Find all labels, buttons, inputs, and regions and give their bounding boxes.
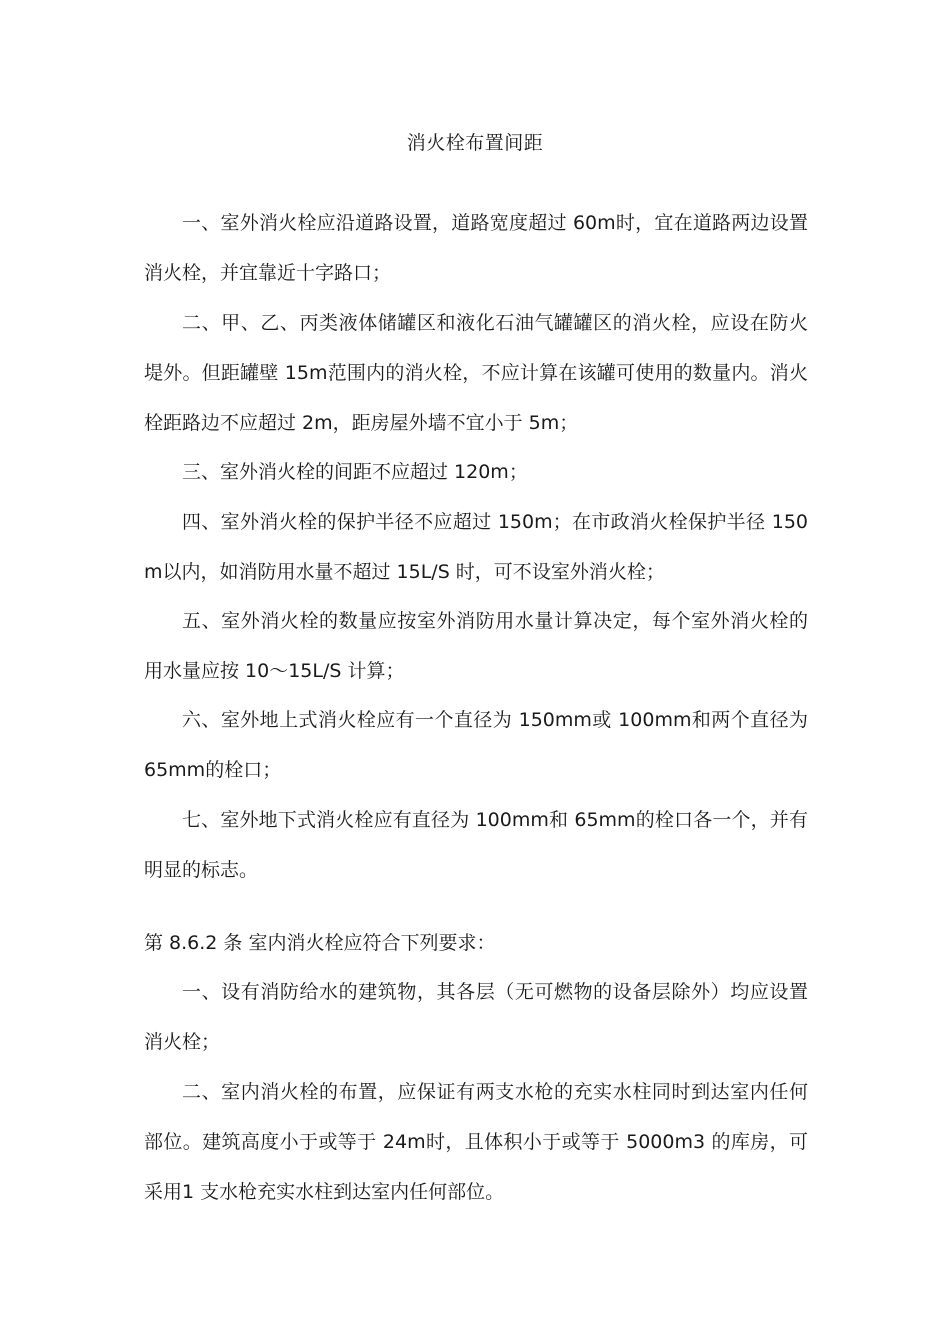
- outdoor-item-4: 四、室外消火栓的保护半径不应超过 150m；在市政消火栓保护半径 150m以内，如消防用水量不超过 15L/S 时，可不设室外消火栓；: [144, 511, 808, 583]
- outdoor-item-6: 六、室外地上式消火栓应有一个直径为 150mm或 100mm和两个直径为65mm的栓口；: [144, 709, 808, 781]
- outdoor-item-1: 一、室外消火栓应沿道路设置，道路宽度超过 60m时，宜在道路两边设置消火栓，并宜靠近十字路口；: [144, 212, 808, 284]
- indoor-item-1: 一、设有消防给水的建筑物，其各层（无可燃物的设备层除外）均应设置消火栓；: [144, 981, 808, 1053]
- outdoor-item-7: 七、室外地下式消火栓应有直径为 100mm和 65mm的栓口各一个，并有明显的标志。: [144, 809, 808, 881]
- document-title: 消火栓布置间距: [406, 132, 544, 154]
- indoor-item-2: 二、室内消火栓的布置，应保证有两支水枪的充实水柱同时到达室内任何部位。建筑高度小于或等于 24m时，且体积小于或等于 5000m3 的库房，可采用1 支水枪充实水柱到达室内任何部位。: [144, 1081, 808, 1203]
- outdoor-item-3: 三、室外消火栓的间距不应超过 120m；: [182, 461, 528, 483]
- outdoor-item-2: 二、甲、乙、丙类液体储罐区和液化石油气罐罐区的消火栓，应设在防火堤外。但距罐壁 15m范围内的消火栓，不应计算在该罐可使用的数量内。消火栓距路边不应超过 2m，距房屋外墙不宜小于 5m；: [144, 312, 808, 434]
- indoor-section-heading: 第 8.6.2 条 室内消火栓应符合下列要求：: [144, 932, 496, 954]
- outdoor-item-5: 五、室外消火栓的数量应按室外消防用水量计算决定，每个室外消火栓的用水量应按 10～15L/S 计算；: [144, 610, 808, 682]
